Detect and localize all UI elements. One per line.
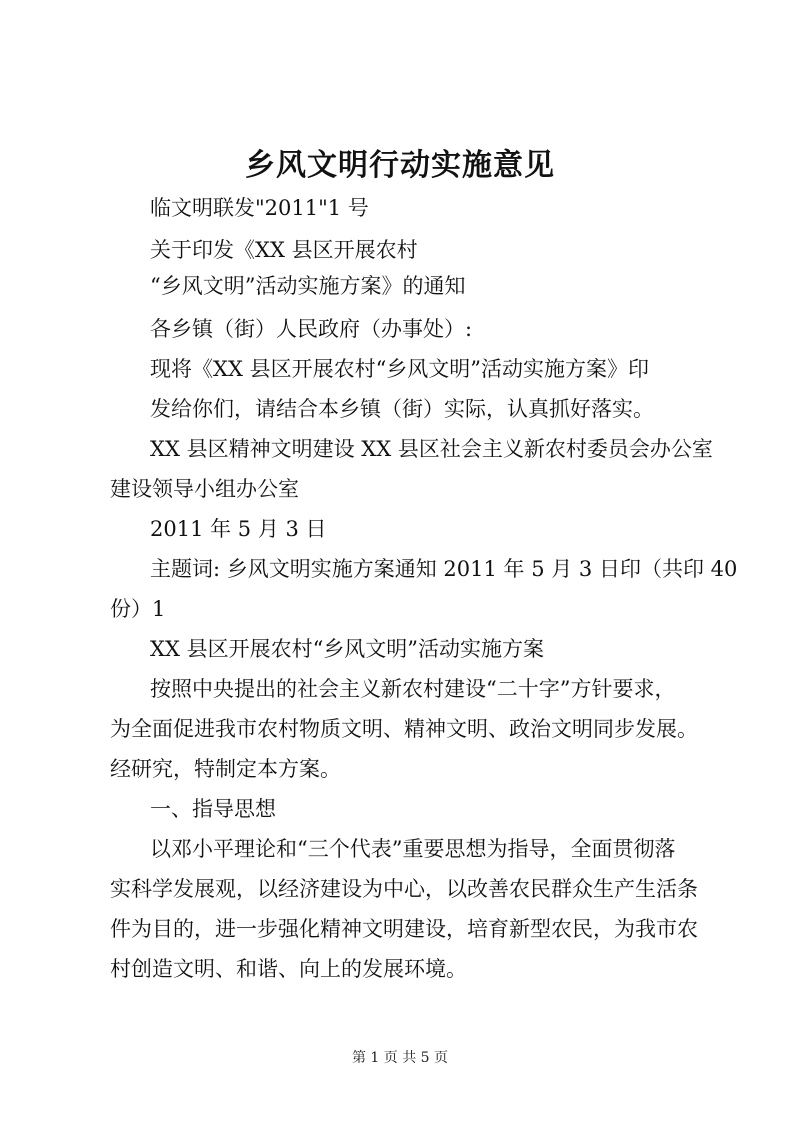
page-number: 第 1 页 共 5 页 [351,1050,449,1066]
body-line: 经研究，特制定本方案。 [110,757,341,781]
document-title: 乡风文明行动实施意见 [245,148,555,183]
date-line: 2011 年 5 月 3 日 [150,517,327,541]
issuer-line: XX 县区精神文明建设 XX 县区社会主义新农村委员会办公室 [150,437,713,461]
document-number: 临文明联发"2011"1 号 [150,196,369,220]
body-line: 现将《XX 县区开展农村“乡风文明”活动实施方案》印 [150,357,650,381]
body-line: 件为目的，进一步强化精神文明建设，培育新型农民，为我市农 [110,917,698,941]
section-title: XX 县区开展农村“乡风文明”活动实施方案 [150,637,545,661]
body-line: 为全面促进我市农村物质文明、精神文明、政治文明同步发展。 [110,717,698,741]
body-line: 村创造文明、和谐、向上的发展环境。 [110,957,467,981]
body-line: 实科学发展观，以经济建设为中心，以改善农民群众生产生活条 [110,877,698,901]
keywords-line: 份）1 [110,597,166,621]
addressee-line: 各乡镇（街）人民政府（办事处）: [150,317,473,341]
body-line: 按照中央提出的社会主义新农村建设“二十字”方针要求， [150,677,676,701]
notice-heading-line-1: 关于印发《XX 县区开展农村 [150,238,418,262]
body-line: 发给你们，请结合本乡镇（街）实际，认真抓好落实。 [150,397,654,421]
issuer-line: 建设领导小组办公室 [110,477,299,501]
section-heading: 一、指导思想 [150,797,276,821]
keywords-line: 主题词: 乡风文明实施方案通知 2011 年 5 月 3 日印（共印 40 [150,557,738,581]
notice-heading-line-2: “乡风文明”活动实施方案》的通知 [150,274,466,298]
body-line: 以邓小平理论和“三个代表”重要思想为指导，全面贯彻落 [150,837,676,861]
